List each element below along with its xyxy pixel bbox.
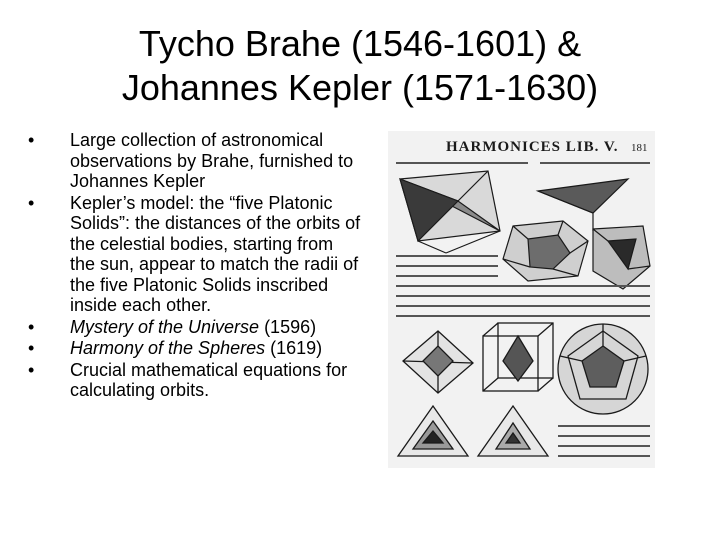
bullet-item [28, 338, 363, 359]
slide-title [40, 22, 680, 110]
dodecahedron-frame [558, 324, 648, 414]
bullet-text: Large collection of astronomical observations by Brahe, furnished to Johannes Kepler [70, 130, 354, 191]
bullet-italic-title: Mystery of the Universe [70, 316, 260, 337]
bullet-item [28, 130, 363, 192]
platonic-solids-engraving [388, 131, 655, 468]
title-line-1: Tycho Brahe (1546-1601) & [138, 23, 582, 64]
bullet-text: (1619) [265, 338, 323, 358]
bullet-item [28, 317, 363, 338]
bullet-item [28, 193, 363, 316]
bullet-glyph: • [28, 130, 35, 150]
bullet-list [28, 130, 363, 402]
bullet-text: (1596) [259, 316, 317, 337]
bullet-glyph: • [28, 338, 35, 358]
bullet-text: Crucial mathematical equations for calculating orbits. [70, 359, 348, 400]
bullet-glyph: • [28, 192, 35, 213]
bullet-glyph: • [28, 359, 35, 380]
title-line-2: Johannes Kepler (1571-1630) [121, 67, 599, 108]
bullet-item [28, 360, 363, 401]
page-number: 181 [631, 142, 648, 154]
engraving-svg [388, 131, 655, 468]
bullet-glyph: • [28, 316, 35, 337]
bullet-text: Kepler’s model: the “five Platonic Solids”: the distances of the orbits of the celestial bodies, starting from the sun, appear to match the radii of the five Platonic Solids inscribed inside each other. [70, 192, 361, 315]
bullet-italic-title: Harmony of the Spheres [70, 338, 266, 358]
book-header: HARMONICES LIB. V. [446, 139, 619, 155]
